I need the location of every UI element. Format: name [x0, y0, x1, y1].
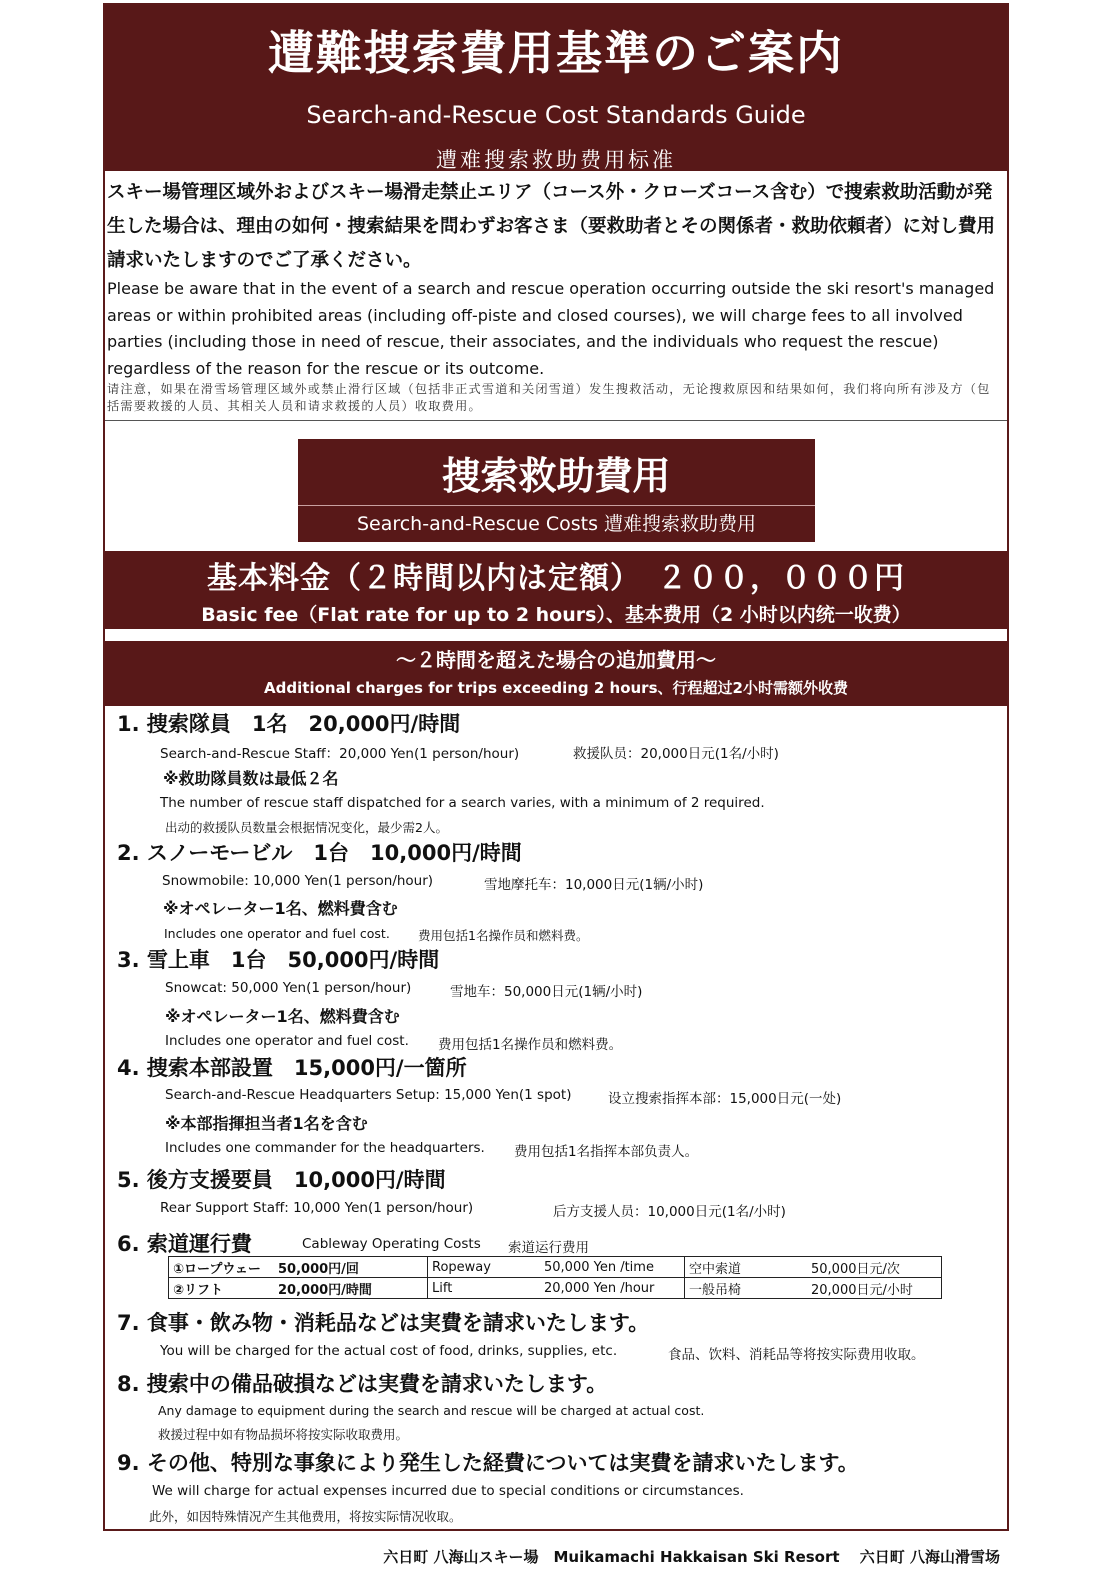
- page-title: 遭難捜索費用基準のご案内: [268, 26, 844, 80]
- item-2-note: ※オペレーター1名、燃料費含む: [163, 899, 398, 918]
- item-3-en: Snowcat: 50,000 Yen(1 person/hour): [165, 980, 412, 996]
- item-1-en: Search-and-Rescue Staff：20,000 Yen(1 person/hour): [160, 746, 520, 762]
- item-6-en: Cableway Operating Costs: [302, 1236, 481, 1252]
- table-cell: [685, 1257, 942, 1278]
- item-5-cn: 后方支援人员：10,000日元(1名/小时): [553, 1204, 786, 1220]
- divider: [105, 420, 1007, 421]
- cableway-ja-name: ②リフト: [173, 1282, 224, 1298]
- cableway-table: [168, 1256, 942, 1299]
- item-3-note-en: Includes one operator and fuel cost.: [165, 1033, 409, 1049]
- page-title-cn: 遭难搜索救助费用标准: [436, 148, 676, 172]
- costs-title: 捜索救助費用: [442, 454, 671, 498]
- notice-en: Please be aware that in the event of a search and rescue operation occurring outside the ski resort's managed areas or within prohibited areas (including off-piste and closed courses), we will charge fees to all involved parties (including those in need of rescue, their associates, and the individuals who request the rescue) regardless of the reason for the rescue or its outcome.: [107, 279, 995, 378]
- cableway-cn-name: 空中索道: [689, 1261, 742, 1277]
- cableway-en-name: Ropeway: [432, 1259, 491, 1275]
- item-4-note-cn: 费用包括1名指挥本部负责人。: [514, 1144, 699, 1160]
- item-1-note-cn: 出动的救援队员数量会根据情况变化，最少需2人。: [165, 820, 448, 835]
- item-4-note: ※本部指揮担当者1名を含む: [165, 1114, 368, 1133]
- item-2-note-cn: 费用包括1名操作员和燃料费。: [418, 928, 589, 943]
- item-2-heading: 2. スノーモービル 1台 10,000円/時間: [117, 841, 522, 865]
- cableway-cn-name: 一般吊椅: [689, 1282, 742, 1298]
- basic-fee-ja: 基本料金（２時間以内は定額） ２００，０００円: [207, 561, 905, 596]
- extra-charges-band: [105, 641, 1007, 706]
- item-7-heading: 7. 食事・飲み物・消耗品などは実費を請求いたします。: [117, 1311, 650, 1335]
- cableway-ja-price: 50,000円/回: [278, 1261, 359, 1277]
- item-1-heading: 1. 捜索隊員 1名 20,000円/時間: [117, 712, 461, 736]
- item-9-heading: 9. その他、特別な事象により発生した経費については実費を請求いたします。: [117, 1451, 859, 1475]
- table-cell: [685, 1278, 942, 1299]
- item-1-note: ※救助隊員数は最低２名: [163, 769, 339, 788]
- costs-divider: [298, 505, 815, 506]
- cableway-ja-price: 20,000円/時間: [278, 1282, 372, 1298]
- cableway-en-name: Lift: [432, 1280, 453, 1296]
- item-9-cn: 此外，如因特殊情况产生其他费用，将按实际情况收取。: [149, 1509, 462, 1524]
- table-cell: [428, 1257, 685, 1278]
- table-cell: [169, 1278, 428, 1299]
- table-cell: [169, 1257, 428, 1278]
- page-title-en: Search-and-Rescue Cost Standards Guide: [306, 101, 806, 129]
- extra-charges-ja: ～２時間を超えた場合の追加費用～: [396, 648, 716, 672]
- item-3-note: ※オペレーター1名、燃料費含む: [165, 1007, 400, 1026]
- item-4-heading: 4. 捜索本部設置 15,000円/一箇所: [117, 1056, 467, 1080]
- item-7-en: You will be charged for the actual cost of food, drinks, supplies, etc.: [160, 1343, 618, 1359]
- item-2-cn: 雪地摩托车：10,000日元(1辆/小时): [484, 877, 704, 893]
- item-2-en: Snowmobile: 10,000 Yen(1 person/hour): [162, 873, 434, 889]
- item-3-note-cn: 费用包括1名操作员和燃料费。: [438, 1037, 623, 1053]
- item-8-heading: 8. 捜索中の備品破損などは実費を請求いたします。: [117, 1372, 608, 1396]
- cableway-cn-price: 50,000日元/次: [811, 1261, 900, 1277]
- cableway-en-price: 20,000 Yen /hour: [544, 1280, 655, 1296]
- item-6-heading: 6. 索道運行費: [117, 1232, 252, 1256]
- notice-ja: スキー場管理区域外およびスキー場滑走禁止エリア（コース外・クローズコース含む）で捜索救助活動が発生した場合は、理由の如何・捜索結果を問わずお客さま（要救助者とその関係者・救助依頼者）に対し費用請求いたしますのでご了承ください。: [107, 182, 996, 271]
- basic-fee-band: [105, 551, 1007, 629]
- item-4-en: Search-and-Rescue Headquarters Setup: 15,000 Yen(1 spot): [165, 1087, 572, 1103]
- table-cell: [428, 1278, 685, 1299]
- table-row: [169, 1257, 942, 1278]
- extra-charges-en: Additional charges for trips exceeding 2 hours、行程超过2小时需额外收费: [264, 679, 848, 697]
- basic-fee-en: Basic fee（Flat rate for up to 2 hours）、基本费用（2 小时以内统一收费）: [201, 604, 911, 626]
- item-2-note-en: Includes one operator and fuel cost.: [164, 926, 390, 941]
- item-9-en: We will charge for actual expenses incurred due to special conditions or circumstances.: [152, 1483, 744, 1499]
- costs-subtitle: Search-and-Rescue Costs 遭难搜索救助费用: [356, 513, 757, 535]
- item-5-heading: 5. 後方支援要員 10,000円/時間: [117, 1168, 446, 1192]
- item-8-cn: 救援过程中如有物品损坏将按实际收取费用。: [158, 1427, 409, 1442]
- cableway-ja-name: ①ロープウェー: [173, 1261, 261, 1277]
- item-6-cn: 索道运行费用: [508, 1240, 589, 1256]
- item-1-note-en: The number of rescue staff dispatched for a search varies, with a minimum of 2 required.: [160, 795, 765, 811]
- item-8-en: Any damage to equipment during the search and rescue will be charged at actual cost.: [158, 1403, 705, 1418]
- item-7-cn: 食品、饮料、消耗品等将按实际费用收取。: [668, 1347, 925, 1363]
- footer: 六日町 八海山スキー場 Muikamachi Hakkaisan Ski Resort 六日町 八海山滑雪场: [383, 1548, 1000, 1566]
- item-3-heading: 3. 雪上車 1台 50,000円/時間: [117, 948, 440, 972]
- item-5-en: Rear Support Staff: 10,000 Yen(1 person/hour): [160, 1200, 474, 1216]
- item-1-cn: 救援队员：20,000日元(1名/小时): [573, 746, 779, 762]
- table-row: [169, 1278, 942, 1299]
- item-4-cn: 设立搜索指挥本部：15,000日元(一处): [608, 1091, 842, 1107]
- notice-cn: 请注意，如果在滑雪场管理区域外或禁止滑行区域（包括非正式雪道和关闭雪道）发生搜救活动，无论搜救原因和结果如何，我们将向所有涉及方（包括需要救援的人员、其相关人员和请求救援的人员）收取费用。: [107, 382, 991, 413]
- header-band: [105, 5, 1007, 171]
- cableway-en-price: 50,000 Yen /time: [544, 1259, 654, 1275]
- cableway-cn-price: 20,000日元/小时: [811, 1282, 913, 1298]
- item-4-note-en: Includes one commander for the headquarters.: [165, 1140, 485, 1156]
- item-3-cn: 雪地车：50,000日元(1辆/小时): [450, 984, 643, 1000]
- costs-heading-box: [298, 439, 815, 542]
